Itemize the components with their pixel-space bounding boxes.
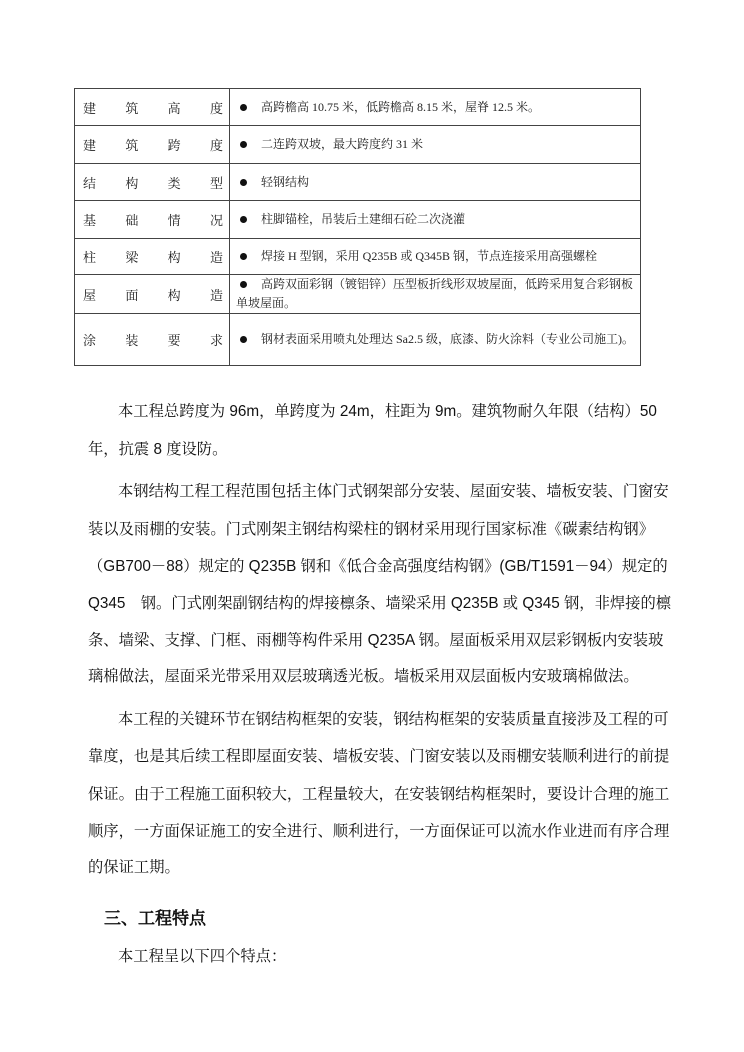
label-char: 况: [209, 213, 223, 228]
table-row: [75, 201, 641, 239]
row-value: [230, 201, 641, 239]
table-row: [75, 314, 641, 366]
table-row: [75, 239, 641, 275]
value-text: 焊接 H 型钢，采用 Q235B 或 Q345B 钢，节点连接采用高强螺栓: [261, 249, 598, 263]
bullet-icon: [240, 104, 247, 111]
label-char: 面: [125, 287, 139, 303]
paragraph-line: 条、墙梁、支撑、门框、雨棚等构件采用 Q235A 钢。屋面板采用双层彩钢板内安装玻: [88, 632, 664, 649]
paragraph-line: 保证。由于工程施工面积较大，工程量较大，在安装钢结构框架时，要设计合理的施工: [88, 786, 670, 803]
value-text: 钢材表面采用喷丸处理达 Sa2.5 级，底漆、防火涂料（专业公司施工)。: [261, 332, 634, 346]
bullet-icon: [240, 336, 247, 343]
label-char: 要: [167, 333, 181, 348]
value-text: 轻钢结构: [261, 174, 310, 189]
value-text: 二连跨双坡，最大跨度约 31 米: [261, 137, 424, 151]
row-value: [230, 89, 641, 126]
label-char: 屋: [83, 287, 97, 303]
row-label: [75, 126, 230, 164]
label-char: 柱: [83, 250, 97, 265]
paragraph-line: 本工程的关键环节在钢结构框架的安装，钢结构框架的安装质量直接涉及工程的可: [118, 711, 669, 728]
label-char: 建: [83, 100, 97, 116]
paragraph-line: 本工程总跨度为 96m，单跨度为 24m，柱距为 9m。建筑物耐久年限（结构）50: [118, 403, 657, 420]
bullet-icon: [240, 179, 247, 186]
value-text: 高跨双面彩钢（镀铝锌）压型板折线形双坡屋面，低跨采用复合彩钢板单坡屋面。: [236, 277, 634, 310]
paragraph-line: 装以及雨棚的安装。门式刚架主钢结构梁柱的钢材采用现行国家标准《碳素结构钢》: [88, 521, 654, 538]
label-char: 型: [209, 175, 223, 191]
section-heading: 三、工程特点: [104, 909, 206, 928]
label-char: 情: [167, 213, 181, 228]
label-char: 构: [167, 287, 181, 303]
value-text: 高跨檐高 10.75 米，低跨檐高 8.15 米，屋脊 12.5 米。: [261, 99, 541, 114]
bullet-icon: [240, 216, 247, 223]
paragraph-line: 的保证工期。: [88, 859, 180, 876]
label-char: 筑: [125, 100, 139, 116]
row-label: [75, 314, 230, 366]
label-char: 造: [209, 287, 223, 303]
bullet-icon: [240, 141, 247, 148]
label-char: 结: [83, 175, 97, 191]
row-label: [75, 201, 230, 239]
bullet-icon: [240, 281, 247, 288]
label-char: 构: [167, 250, 181, 265]
value-text: 柱脚锚栓，吊装后土建细石砼二次浇灌: [261, 212, 466, 226]
label-char: 础: [125, 213, 139, 228]
paragraph-line: 本钢结构工程工程范围包括主体门式钢架部分安装、屋面安装、墙板安装、门窗安: [118, 483, 669, 500]
label-char: 基: [83, 213, 97, 228]
label-char: 建: [83, 138, 97, 153]
table-row: [75, 89, 641, 126]
label-char: 构: [125, 175, 139, 191]
label-char: 造: [209, 250, 223, 265]
table-row: [75, 164, 641, 201]
paragraph-line: （GB700－88）规定的 Q235B 钢和《低合金高强度结构钢》(GB/T1591－94）规定的: [88, 558, 668, 575]
project-info-table: [74, 88, 641, 366]
row-value: [230, 275, 641, 314]
label-char: 度: [209, 100, 223, 116]
row-value: [230, 239, 641, 275]
row-label: [75, 239, 230, 275]
label-char: 高: [167, 100, 181, 116]
table-row: [75, 275, 641, 314]
paragraph-line: 顺序，一方面保证施工的安全进行、顺利进行，一方面保证可以流水作业进而有序合理: [88, 823, 670, 840]
label-char: 类: [167, 175, 181, 191]
paragraph-line: Q345 钢。门式刚架副钢结构的焊接檩条、墙梁采用 Q235B 或 Q345 钢，非焊接的檩: [88, 595, 672, 612]
paragraph-line: 璃棉做法，屋面采光带采用双层玻璃透光板。墙板采用双层面板内安玻璃棉做法。: [88, 668, 639, 685]
label-char: 装: [125, 333, 139, 348]
label-char: 梁: [125, 250, 139, 265]
row-label: [75, 89, 230, 126]
paragraph-line: 靠度，也是其后续工程即屋面安装、墙板安装、门窗安装以及雨棚安装顺利进行的前提: [88, 748, 670, 765]
label-char: 度: [209, 138, 223, 153]
label-char: 筑: [125, 138, 139, 153]
paragraph-line: 年，抗震 8 度设防。: [88, 441, 228, 458]
label-char: 跨: [167, 138, 181, 153]
row-value: [230, 126, 641, 164]
row-label: [75, 164, 230, 201]
label-char: 求: [209, 333, 223, 348]
row-value: [230, 164, 641, 201]
row-label: [75, 275, 230, 314]
label-char: 涂: [83, 333, 97, 348]
table-row: [75, 126, 641, 164]
row-value: [230, 314, 641, 366]
section-intro: 本工程呈以下四个特点：: [118, 948, 287, 965]
bullet-icon: [240, 253, 247, 260]
